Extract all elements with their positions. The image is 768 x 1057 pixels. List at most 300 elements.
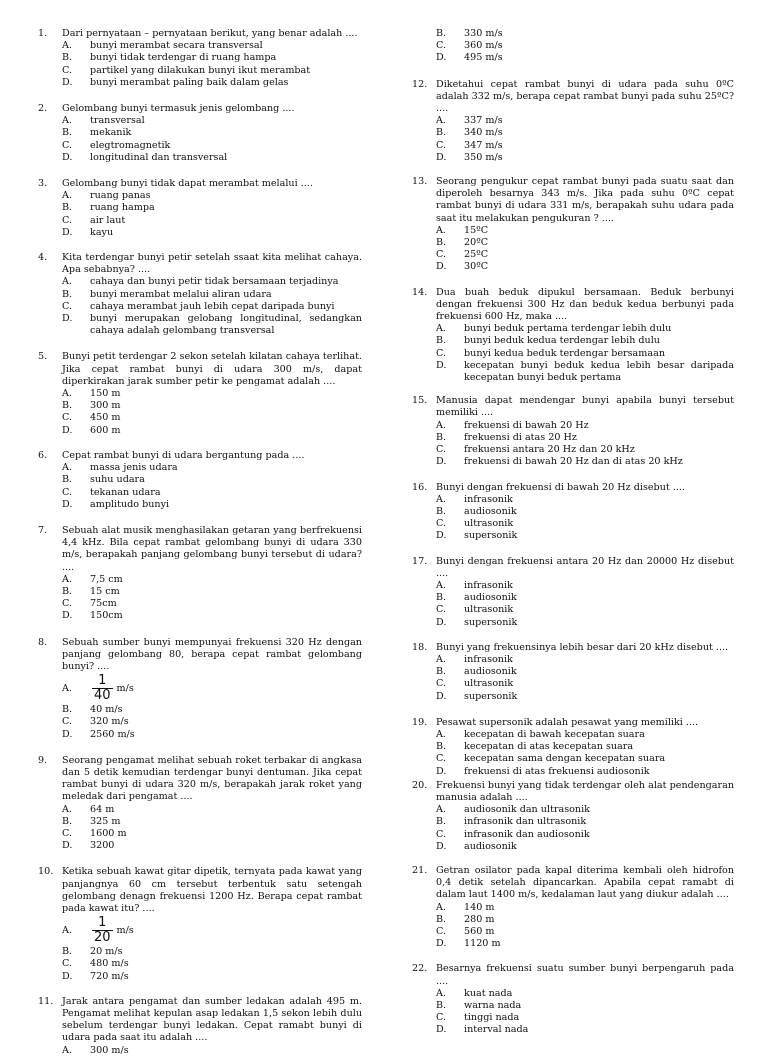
option-letter: D.: [62, 313, 73, 325]
option-letter: C.: [62, 64, 73, 76]
question-item: [38, 450, 362, 511]
left-column: [38, 28, 362, 1057]
option-letter: D.: [436, 616, 447, 628]
option-letter: C.: [62, 716, 73, 728]
question-item: [412, 717, 734, 778]
option-letter: B.: [62, 585, 73, 597]
question-item: [412, 287, 734, 385]
option-letter: C.: [436, 40, 447, 52]
question-stem: [412, 176, 734, 225]
answer-options: [38, 276, 362, 337]
option-text: 7,5 cm: [90, 573, 123, 585]
answer-option[interactable]: [38, 400, 362, 412]
option-unit: m/s: [116, 683, 134, 695]
option-letter: B.: [62, 52, 73, 64]
option-text: audiosonik: [464, 505, 517, 517]
option-text: 140 m: [464, 901, 495, 913]
answer-option[interactable]: [412, 261, 734, 273]
option-text: supersonik: [464, 690, 518, 702]
answer-option[interactable]: [412, 753, 734, 765]
option-text: 20ºC: [464, 237, 489, 249]
option-text: bunyi beduk kedua terdengar lebih dulu: [464, 335, 660, 347]
option-text: cahaya merambat jauh lebih cepat daripada bunyi: [90, 300, 335, 312]
option-letter: D.: [62, 498, 73, 510]
option-letter: C.: [436, 249, 447, 261]
answer-option[interactable]: [412, 444, 734, 456]
answer-options: [38, 40, 362, 89]
fraction: [92, 916, 113, 945]
option-text: supersonik: [464, 530, 518, 542]
question-number: 22.: [412, 963, 428, 975]
option-letter: B.: [436, 505, 447, 517]
question-number: 4.: [38, 252, 48, 264]
answer-option[interactable]: [412, 456, 734, 468]
answer-option[interactable]: [412, 530, 734, 542]
question-text: Bunyi yang frekuensinya lebih besar dari 20 kHz disebut ....: [436, 641, 729, 653]
question-number: 11.: [38, 995, 54, 1007]
option-text: 75cm: [90, 598, 117, 610]
question-item: [412, 780, 734, 853]
option-letter: B.: [436, 28, 447, 39]
question-text: Manusia dapat mendengar bunyi apabila bunyi tersebut memiliki ....: [436, 395, 734, 419]
fraction-numerator: 1: [98, 915, 107, 931]
option-letter: C.: [436, 828, 447, 840]
answer-option[interactable]: [38, 425, 362, 437]
option-letter: C.: [436, 139, 447, 151]
right-column: [412, 28, 734, 1037]
option-text: audiosonik dan ultrasonik: [464, 804, 590, 816]
answer-option[interactable]: [412, 323, 734, 335]
option-text: 360 m/s: [464, 40, 503, 52]
answer-option[interactable]: [38, 840, 362, 852]
answer-option[interactable]: [412, 617, 734, 629]
option-text: 40 m/s: [90, 704, 123, 716]
answer-option[interactable]: [38, 804, 362, 816]
option-text: longitudinal dan transversal: [90, 151, 228, 163]
question-item: [38, 28, 362, 89]
option-letter: A.: [436, 419, 446, 431]
question-item: [38, 637, 362, 741]
answer-option[interactable]: [38, 499, 362, 511]
option-text: audiosonik: [464, 840, 517, 852]
question-text: Bunyi dengan frekuensi antara 20 Hz dan 20000 Hz disebut ....: [436, 555, 734, 579]
answer-option[interactable]: [412, 678, 734, 690]
option-text: frekuensi di bawah 20 Hz: [464, 419, 589, 431]
option-letter: D.: [62, 970, 73, 982]
question-number: 3.: [38, 178, 48, 190]
option-text: supersonik: [464, 616, 518, 628]
question-text: Getran osilator pada kapal diterima kembali oleh hidrofon 0,4 detik setelah dipancarkan. Apabila cepat ramabt di dalam laut 1400 m/s, kedalaman laut yang diukur adalah ....: [436, 864, 734, 901]
answer-option[interactable]: [412, 804, 734, 816]
question-text: Sebuah sumber bunyi mempunyai frekuensi 320 Hz dengan panjang gelombang 80, berapa cepat rambat gelombang bunyi? ....: [62, 636, 362, 672]
question-text: Pesawat supersonik adalah pesawat yang memiliki ....: [436, 716, 699, 728]
answer-options: [412, 580, 734, 629]
option-letter: B.: [62, 202, 73, 214]
option-letter: D.: [62, 76, 73, 88]
question-item: [412, 963, 734, 1036]
option-text: frekuensi di bawah 20 Hz dan di atas 20 kHz: [464, 456, 683, 468]
option-text: ruang hampa: [90, 202, 155, 214]
answer-option[interactable]: [412, 580, 734, 592]
option-letter: C.: [62, 214, 73, 226]
question-text: Sebuah alat musik menghasilakan getaran yang berfrekuensi 4,4 kHz. Bila cepat rambat gelombang bunyi di udara 330 m/s, berapakah panjang gelombang bunyi tersebut di udara? ....: [62, 524, 362, 573]
answer-options: [412, 323, 734, 384]
option-text: ultrasonik: [464, 518, 514, 530]
option-text: infrasonik: [464, 579, 513, 591]
answer-option[interactable]: [412, 592, 734, 604]
question-text: Seorang pengamat melihat sebuah roket terbakar di angkasa dan 5 detik kemudian terdengar bunyi dentuman. Jika cepat rambat bunyi di udara 320 m/s, berapakah jarak roket yang meledak dari pengamat ....: [62, 754, 362, 803]
question-stem: [412, 395, 734, 419]
question-continuation: [412, 28, 734, 65]
answer-option[interactable]: [38, 704, 362, 716]
question-number: 17.: [412, 555, 428, 567]
answer-option[interactable]: [38, 610, 362, 622]
answer-option[interactable]: [412, 152, 734, 164]
option-text: kuat nada: [464, 987, 513, 999]
question-text: Gelombang bunyi tidak dapat merambat melalui ....: [62, 178, 313, 190]
answer-option[interactable]: [38, 215, 362, 227]
option-letter: A.: [62, 276, 72, 288]
answer-option[interactable]: [412, 1024, 734, 1036]
question-item: [412, 556, 734, 629]
answer-option[interactable]: [412, 40, 734, 52]
option-text: 25ºC: [464, 249, 489, 261]
answer-options: [38, 804, 362, 853]
option-letter: C.: [436, 604, 447, 616]
question-item: [38, 103, 362, 164]
question-text: Seorang pengukur cepat rambat bunyi pada suatu saat dan diperoleh besarnya 343 m/s. Jika pada suhu 0ºC cepat rambat bunyi di udara 331 m/s, berapakah suhu udara pada saat itu melakukan pengukuran ? ....: [436, 176, 734, 224]
question-text: Diketahui cepat rambat bunyi di udara pada suhu 0ºC adalah 332 m/s, berapa cepat rambat bunyi pada suhu 25ºC? ....: [436, 78, 734, 115]
option-letter: C.: [436, 444, 447, 456]
answer-options: [412, 988, 734, 1037]
answer-option[interactable]: [38, 227, 362, 239]
answer-option[interactable]: [38, 276, 362, 288]
answer-option[interactable]: [38, 301, 362, 313]
question-stem: [38, 996, 362, 1045]
answer-option[interactable]: [412, 518, 734, 530]
answer-option[interactable]: [38, 971, 362, 983]
answer-option[interactable]: [38, 674, 362, 703]
answer-option[interactable]: [412, 1012, 734, 1024]
option-text: 30ºC: [464, 261, 489, 273]
question-text: Ketika sebuah kawat gitar dipetik, ternyata pada kawat yang panjangnya 60 cm tersebut terbentuk satu setengah gelombang denagn frekuensi 1200 Hz. Berapa cepat rambat pada kawat itu? ....: [62, 866, 362, 914]
option-letter: B.: [62, 815, 73, 827]
option-text: warna nada: [464, 1000, 522, 1012]
answer-option[interactable]: [38, 40, 362, 52]
answer-option[interactable]: [412, 691, 734, 703]
option-text: massa jenis udara: [90, 462, 178, 474]
answer-option[interactable]: [38, 152, 362, 164]
option-text: kecepatan di bawah kecepatan suara: [464, 728, 645, 740]
option-text: 560 m: [464, 926, 495, 937]
option-letter: A.: [436, 323, 446, 335]
option-letter: B.: [436, 592, 447, 604]
question-item: [38, 996, 362, 1057]
answer-option[interactable]: [38, 729, 362, 741]
question-item: [38, 525, 362, 623]
question-number: 16.: [412, 481, 428, 493]
question-stem: [38, 252, 362, 276]
fraction-denominator: 40: [94, 688, 111, 704]
question-number: 7.: [38, 524, 48, 536]
option-letter: B.: [436, 431, 447, 443]
question-stem: [412, 79, 734, 116]
answer-option[interactable]: [38, 77, 362, 89]
question-stem: [38, 450, 362, 462]
question-text: Dua buah beduk dipukul bersamaan. Beduk berbunyi dengan frekuensi 300 Hz dan beduk kedua berbunyi pada frekuensi 600 Hz, maka ....: [436, 286, 734, 323]
option-letter: A.: [62, 682, 72, 694]
answer-option[interactable]: [38, 462, 362, 474]
option-text: transversal: [90, 115, 145, 127]
option-letter: D.: [62, 840, 73, 852]
answer-option[interactable]: [38, 916, 362, 945]
answer-option[interactable]: [412, 902, 734, 914]
answer-option[interactable]: [38, 289, 362, 301]
option-letter: A.: [436, 804, 446, 816]
answer-option[interactable]: [412, 604, 734, 616]
question-number: 15.: [412, 395, 428, 407]
option-letter: A.: [62, 462, 72, 474]
option-text: 347 m/s: [464, 139, 503, 151]
answer-option[interactable]: [412, 28, 734, 40]
option-letter: D.: [62, 610, 73, 622]
option-letter: A.: [62, 115, 72, 127]
option-text: 20 m/s: [90, 946, 123, 958]
answer-option[interactable]: [412, 741, 734, 753]
answer-option[interactable]: [38, 65, 362, 77]
option-letter: C.: [62, 300, 73, 312]
question-stem: [38, 866, 362, 915]
question-number: 8.: [38, 636, 48, 648]
answer-option[interactable]: [412, 766, 734, 778]
option-letter: A.: [62, 924, 72, 936]
answer-option[interactable]: [412, 926, 734, 938]
option-letter: C.: [62, 598, 73, 610]
answer-option[interactable]: [38, 388, 362, 400]
answer-option[interactable]: [412, 52, 734, 64]
option-letter: D.: [62, 424, 73, 436]
answer-options: [38, 674, 362, 741]
question-number: 12.: [412, 78, 428, 90]
option-text: suhu udara: [90, 474, 145, 486]
answer-option[interactable]: [412, 494, 734, 506]
answer-options: [38, 1045, 362, 1057]
option-letter: D.: [436, 359, 447, 371]
option-letter: B.: [436, 1000, 447, 1012]
fraction: [92, 674, 113, 703]
answer-option[interactable]: [412, 225, 734, 237]
answer-option[interactable]: [38, 574, 362, 586]
question-stem: [412, 642, 734, 654]
option-letter: C.: [436, 753, 447, 765]
option-text: 337 m/s: [464, 115, 503, 127]
option-text: 280 m: [464, 913, 495, 925]
answer-option[interactable]: [412, 237, 734, 249]
question-text: Dari pernyataan – pernyataan berikut, yang benar adalah ....: [62, 28, 358, 39]
option-letter: C.: [62, 827, 73, 839]
question-text: Bunyi dengan frekuensi di bawah 20 Hz disebut ....: [436, 481, 685, 493]
answer-options: [38, 388, 362, 437]
answer-option[interactable]: [412, 360, 734, 384]
answer-option[interactable]: [412, 841, 734, 853]
answer-options: [412, 654, 734, 703]
option-letter: B.: [436, 816, 447, 828]
answer-option[interactable]: [412, 420, 734, 432]
option-letter: A.: [62, 803, 72, 815]
question-text: Kita terdengar bunyi petir setelah ssaat kita melihat cahaya. Apa sebabnya? ....: [62, 252, 362, 276]
option-letter: D.: [436, 1024, 447, 1036]
option-text: bunyi merambat melalui aliran udara: [90, 288, 272, 300]
question-stem: [38, 637, 362, 674]
option-text: kecepatan di atas kecepatan suara: [464, 741, 634, 753]
option-letter: B.: [62, 474, 73, 486]
question-item: [412, 865, 734, 950]
answer-options: [412, 804, 734, 853]
answer-option[interactable]: [412, 666, 734, 678]
answer-option[interactable]: [38, 716, 362, 728]
answer-option[interactable]: [412, 654, 734, 666]
answer-option[interactable]: [412, 988, 734, 1000]
question-stem: [412, 717, 734, 729]
answer-option[interactable]: [412, 1000, 734, 1012]
answer-option[interactable]: [38, 958, 362, 970]
question-text: Cepat rambat bunyi di udara bergantung pada ....: [62, 449, 305, 461]
answer-option[interactable]: [38, 1045, 362, 1057]
answer-option[interactable]: [412, 506, 734, 518]
answer-option[interactable]: [38, 828, 362, 840]
answer-option[interactable]: [412, 140, 734, 152]
option-letter: D.: [436, 52, 447, 64]
question-stem: [38, 755, 362, 804]
question-text: Gelombang bunyi termasuk jenis gelombang ....: [62, 103, 295, 115]
answer-option[interactable]: [38, 474, 362, 486]
option-letter: B.: [436, 913, 447, 925]
answer-option[interactable]: [38, 127, 362, 139]
question-stem: [38, 525, 362, 574]
question-stem: [412, 287, 734, 324]
option-letter: A.: [436, 115, 446, 127]
answer-option[interactable]: [412, 938, 734, 950]
option-text: audiosonik: [464, 666, 517, 678]
option-text: kayu: [90, 226, 114, 238]
option-text: bunyi merambat secara transversal: [90, 40, 263, 52]
option-text: [90, 916, 362, 945]
option-text: kecepatan sama dengan kecepatan suara: [464, 753, 666, 765]
option-letter: B.: [436, 741, 447, 753]
option-text: infrasonik dan ultrasonik: [464, 816, 587, 828]
answer-options: [38, 190, 362, 239]
answer-option[interactable]: [38, 946, 362, 958]
answer-options: [38, 115, 362, 164]
option-letter: B.: [436, 666, 447, 678]
answer-option[interactable]: [412, 335, 734, 347]
option-letter: D.: [62, 226, 73, 238]
answer-option[interactable]: [38, 412, 362, 424]
question-stem: [38, 351, 362, 388]
option-text: 15 cm: [90, 585, 120, 597]
option-text: 300 m/s: [90, 1044, 129, 1056]
answer-option[interactable]: [38, 115, 362, 127]
option-text: 1600 m: [90, 827, 127, 839]
answer-option[interactable]: [412, 816, 734, 828]
option-letter: D.: [62, 151, 73, 163]
answer-option[interactable]: [412, 249, 734, 261]
answer-option[interactable]: [412, 127, 734, 139]
option-letter: B.: [436, 237, 447, 249]
answer-option[interactable]: [38, 487, 362, 499]
answer-options: [412, 729, 734, 778]
answer-option[interactable]: [38, 586, 362, 598]
option-letter: D.: [436, 690, 447, 702]
option-text: bunyi tidak terdengar di ruang hampa: [90, 52, 277, 64]
question-item: [38, 252, 362, 337]
answer-option[interactable]: [38, 598, 362, 610]
option-text: 350 m/s: [464, 151, 503, 163]
question-number: 20.: [412, 779, 428, 791]
option-text: 325 m: [90, 815, 121, 827]
answer-option[interactable]: [38, 202, 362, 214]
question-item: [412, 79, 734, 164]
option-text: bunyi merambat paling baik dalam gelas: [90, 76, 289, 88]
option-text: 450 m: [90, 412, 121, 424]
answer-options: [412, 225, 734, 274]
question-number: 10.: [38, 866, 54, 878]
option-letter: A.: [436, 987, 446, 999]
answer-option[interactable]: [38, 313, 362, 337]
answer-option[interactable]: [412, 914, 734, 926]
option-letter: D.: [436, 261, 447, 273]
option-letter: A.: [62, 40, 72, 52]
option-letter: A.: [436, 493, 446, 505]
option-text: bunyi kedua beduk terdengar bersamaan: [464, 347, 665, 359]
option-letter: C.: [62, 412, 73, 424]
answer-option[interactable]: [38, 190, 362, 202]
option-text: infrasonik dan audiosonik: [464, 828, 590, 840]
option-letter: C.: [62, 486, 73, 498]
option-unit: m/s: [116, 925, 134, 937]
option-text: audiosonik: [464, 592, 517, 604]
answer-option[interactable]: [38, 140, 362, 152]
fraction-numerator: 1: [98, 673, 107, 689]
answer-option[interactable]: [412, 829, 734, 841]
answer-option[interactable]: [412, 348, 734, 360]
answer-option[interactable]: [38, 816, 362, 828]
option-letter: D.: [436, 765, 447, 777]
option-letter: B.: [62, 288, 73, 300]
answer-option[interactable]: [412, 729, 734, 741]
option-text: ultrasonik: [464, 678, 514, 690]
option-text: 340 m/s: [464, 127, 503, 139]
option-text: 320 m/s: [90, 716, 129, 728]
option-letter: A.: [436, 579, 446, 591]
question-text: Jarak antara pengamat dan sumber ledakan adalah 495 m. Pengamat melihat kepulan asap ledakan 1,5 sekon lebih dulu sebelum terdengar bunyi ledakan. Cepat ramabt bunyi di udara pada saat itu adalah ....: [62, 995, 362, 1044]
answer-options: [412, 494, 734, 543]
option-text: 720 m/s: [90, 970, 129, 982]
answer-options: [38, 574, 362, 623]
question-stem: [38, 103, 362, 115]
option-letter: D.: [436, 938, 447, 950]
answer-option[interactable]: [412, 432, 734, 444]
option-letter: B.: [436, 127, 447, 139]
question-number: 2.: [38, 103, 48, 115]
question-number: 6.: [38, 449, 48, 461]
answer-option[interactable]: [412, 115, 734, 127]
option-text: mekanik: [90, 127, 132, 139]
option-text: 150cm: [90, 610, 123, 622]
question-number: 5.: [38, 351, 48, 363]
option-letter: B.: [436, 335, 447, 347]
answer-option[interactable]: [38, 52, 362, 64]
